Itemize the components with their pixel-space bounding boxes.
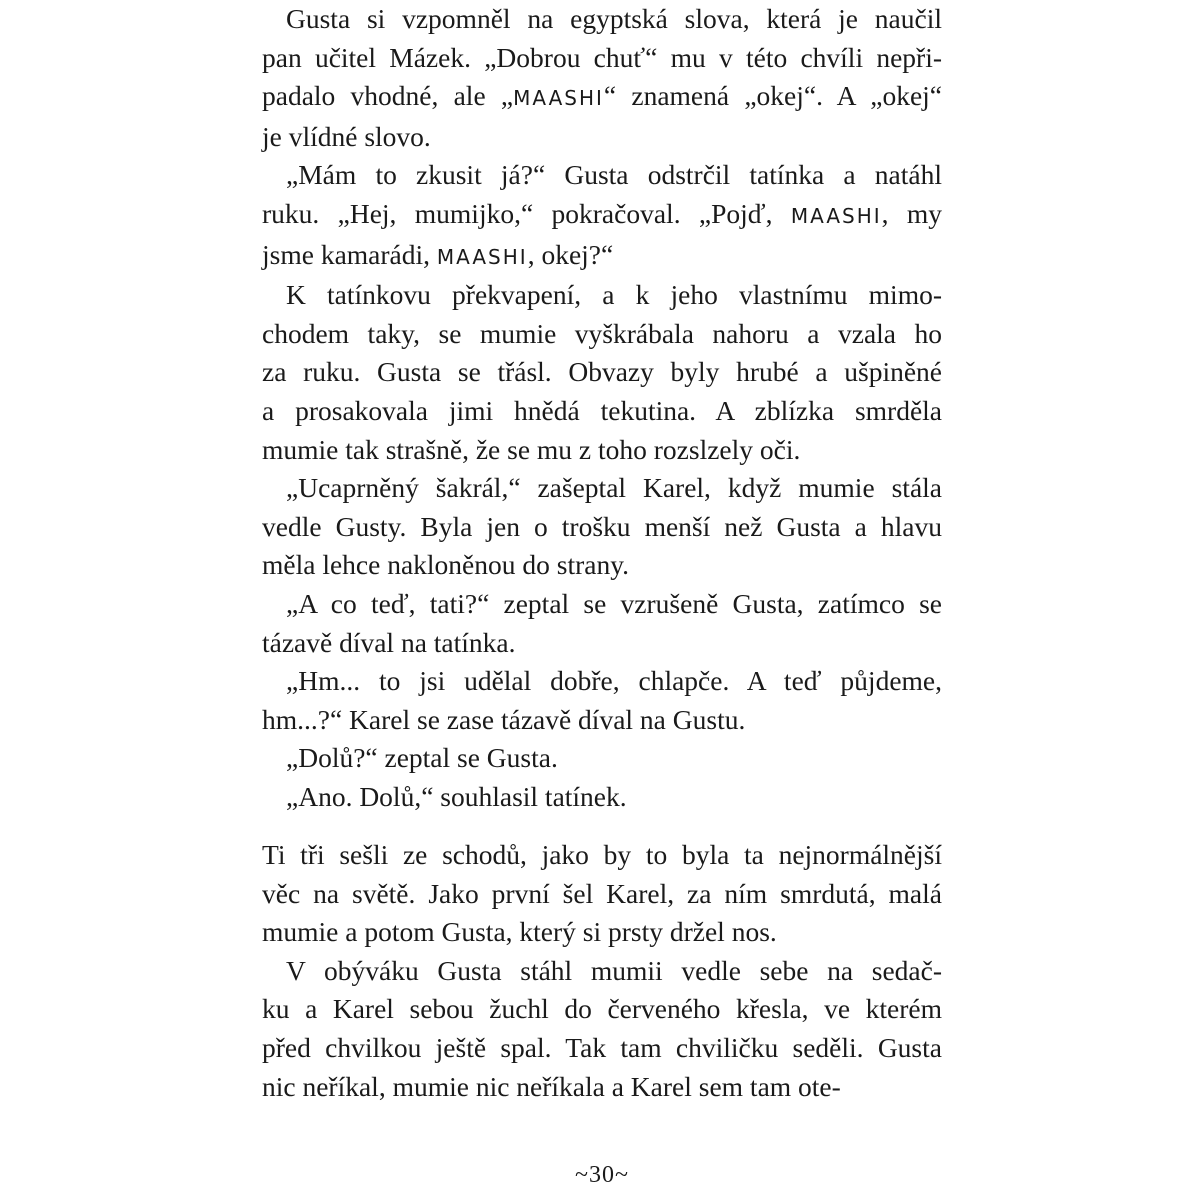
text-line: je vlídné slovo. [262, 120, 431, 152]
text-line: jsme kamarádi, MAASHI, okej?“ [262, 238, 614, 270]
text-line: „Dolů?“ zeptal se Gusta. [286, 742, 558, 774]
text-line: mumie tak strašně, že se mu z toho rozslzely oči. [262, 433, 801, 465]
text-line: Ti tři sešli ze schodů, jako by to byla ta nejnormálnější [262, 839, 942, 870]
text-line: ruku. „Hej, mumijko,“ pokračoval. „Pojď, MAASHI, my [262, 197, 943, 229]
text-line: „A co teď, tati?“ zeptal se vzrušeně Gusta, zatímco se [286, 587, 942, 619]
text-line: hm...?“ Karel se zase tázavě díval na Gustu. [262, 703, 746, 735]
page-number: ~30~ [575, 1162, 629, 1188]
text-line: a prosakovala jimi hnědá tekutina. A zblízka smrděla [262, 394, 942, 426]
book-page [262, 0, 942, 1200]
paragraph [262, 469, 942, 585]
text-line: V obýváku Gusta stáhl mumii vedle sebe na sedač- [286, 954, 942, 986]
text-line: pan učitel Mázek. „Dobrou chuť“ mu v této chvíli nepři- [262, 41, 942, 73]
paragraph [262, 662, 942, 739]
text-line: ku a Karel sebou žuchl do červeného křesla, ve kterém [262, 993, 942, 1025]
text-line: „Mám to zkusit já?“ Gusta odstrčil tatínka a natáhl [286, 159, 942, 191]
text-line: „Hm... to jsi udělal dobře, chlapče. A teď půjdeme, [286, 665, 942, 697]
text-line: Gusta si vzpomněl na egyptská slova, která je naučil [286, 3, 942, 34]
text-line: tázavě díval na tatínka. [262, 626, 516, 658]
egyptian-word: MAASHI [513, 86, 604, 111]
egyptian-word: MAASHI [436, 244, 528, 269]
paragraph [262, 778, 942, 817]
text-line: vedle Gusty. Byla jen o trošku menší než Gusta a hlavu [262, 510, 942, 542]
text-line: K tatínkovu překvapení, a k jeho vlastnímu mimo- [286, 279, 942, 311]
egyptian-word: MAASHI [790, 203, 882, 228]
paragraph [262, 156, 942, 276]
text-line: před chvilkou ještě spal. Tak tam chviličku seděli. Gusta [262, 1031, 942, 1063]
text-line: nic neříkal, mumie nic neříkala a Karel sem tam ote- [262, 1070, 841, 1102]
text-block-top [262, 0, 942, 816]
text-block-bottom [262, 836, 942, 1106]
paragraph [262, 739, 942, 778]
paragraph [262, 585, 942, 662]
text-line: věc na světě. Jako první šel Karel, za ním smrdutá, malá [262, 877, 942, 909]
paragraph [262, 0, 942, 156]
paragraph [262, 276, 942, 469]
text-line: chodem taky, se mumie vyškrábala nahoru a vzala ho [262, 317, 942, 349]
paragraph [262, 836, 942, 952]
text-line: měla lehce nakloněnou do strany. [262, 549, 630, 581]
text-line: mumie a potom Gusta, který si prsty držel nos. [262, 916, 777, 948]
text-line: „Ucaprněný šakrál,“ zašeptal Karel, když mumie stála [286, 472, 942, 504]
text-line: padalo vhodné, ale „MAASHI“ znamená „okej“. A „okej“ [262, 80, 943, 112]
text-line: za ruku. Gusta se třásl. Obvazy byly hrubé a ušpiněné [262, 356, 942, 388]
text-line: „Ano. Dolů,“ souhlasil tatínek. [286, 780, 627, 812]
paragraph [262, 952, 942, 1106]
